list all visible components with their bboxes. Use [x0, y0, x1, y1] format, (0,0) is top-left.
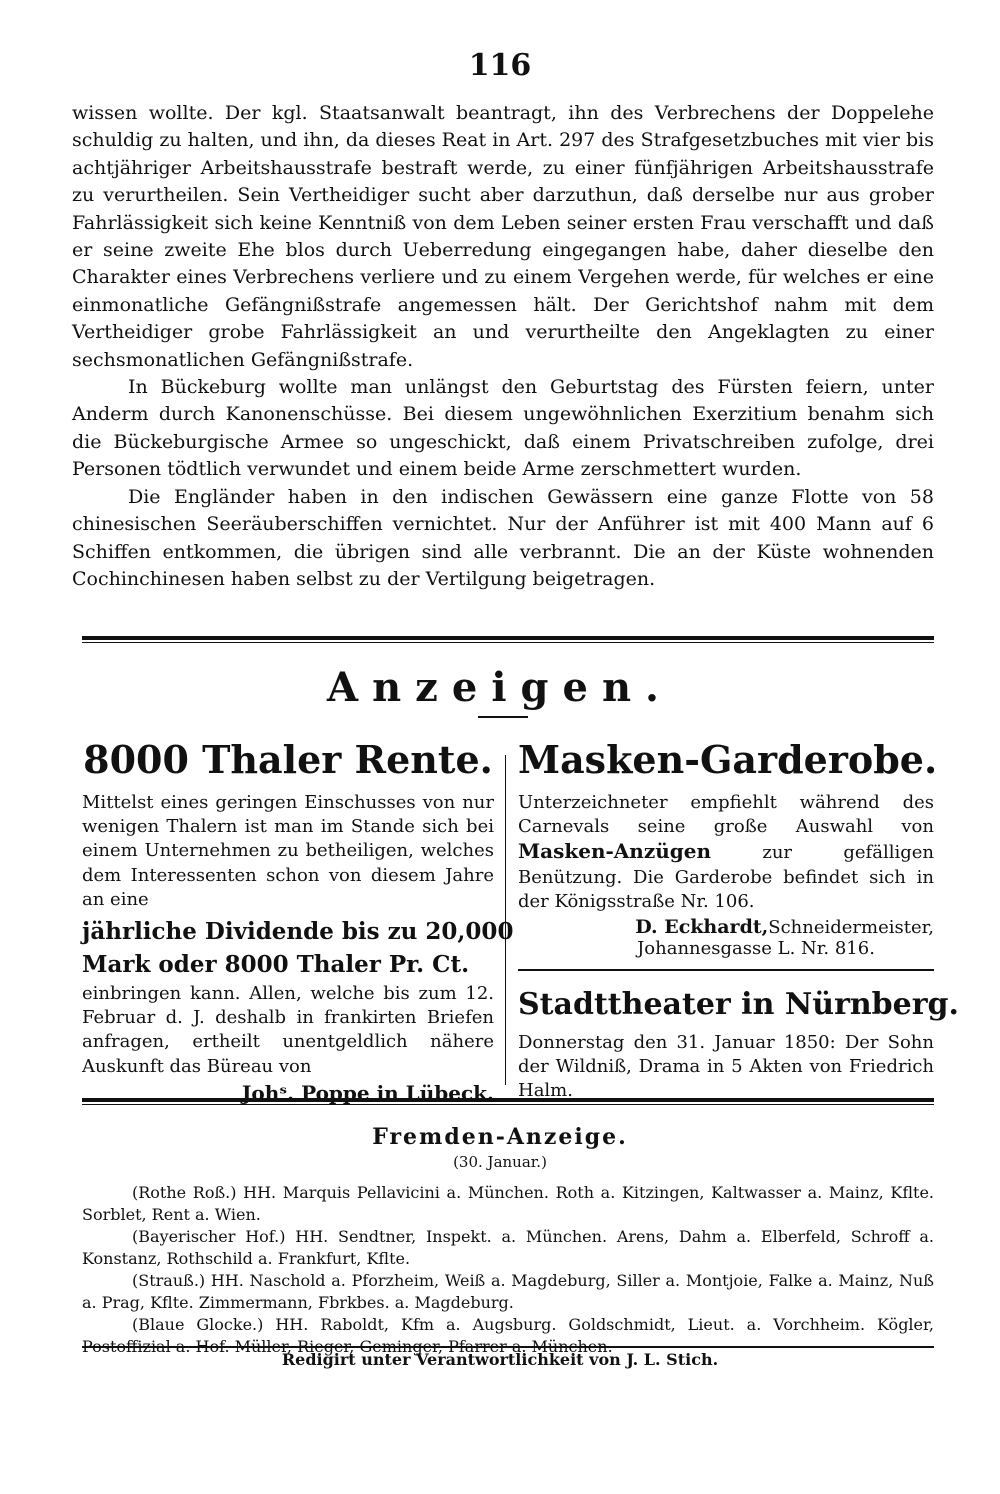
theatre-text: Donnerstag den 31. Januar 1850: Der Sohn der Wildniß, Drama in 5 Akten von Friedrich Halm. [518, 1032, 934, 1102]
ad-rente-highlight-1: jährliche Dividende bis zu 20,000 [82, 918, 514, 946]
section-divider [82, 636, 934, 643]
article-paragraph-2: In Bückeburg wollte man unlängst den Geburtstag des Fürsten feiern, unter Anderm durch Kanonenschüsse. Bei diesem ungewöhnlichen Exerzitium benahm sich die Bückeburgische Armee so ungeschickt, daß einem Privatschreiben zufolge, drei Personen tödtlich verwundet und einem beide Arme zerschmettert wurden. [72, 376, 934, 481]
article-text [72, 100, 934, 593]
ad-rente-signature: Johˢ. Poppe in Lübeck. [241, 1080, 494, 1105]
article-paragraph-3: Die Engländer haben in den indischen Gewässern eine ganze Flotte von 58 chinesischen Seeräuberschiffen vernichtet. Nur der Anführer ist mit 400 Mann auf 6 Schiffen entkommen, die übrigen sind alle verbrannt. Die an der Küste wohnenden Cochinchinesen haben selbst zu der Vertilgung beigetragen. [72, 485, 934, 590]
ads-heading: Anzeigen. [327, 664, 673, 711]
theatre-divider [518, 969, 934, 971]
ad-rente [82, 735, 514, 1105]
fremden-list [82, 1182, 934, 1358]
ad-masken-title: Masken-Garderobe. [518, 737, 938, 782]
ad-masken-signature-role: Schneidermeister, [768, 917, 934, 939]
article-paragraph-1: wissen wollte. Der kgl. Staatsanwalt beantragt, ihn des Verbrechens der Doppelehe schuldig zu halten, und ihn, da dieses Reat in Art. 297 des Strafgesetzbuches mit vier bis achtjähriger Arbeitshausstrafe bestraft werde, zu einer fünfjährigen Arbeitshausstrafe zu verurtheilen. Sein Vertheidiger sucht aber darzuthun, daß derselbe nur aus grober Fahrlässigkeit sich keine Kenntniß von dem Leben seiner ersten Frau verschafft und daß er seine zweite Ehe blos durch Ueberredung eingegangen habe, daher dieselbe den Charakter eines Verbrechens verliere und zu einem Vergehen werde, für welches er eine einmonatliche Gefängnißstrafe angemessen hält. Der Gerichtshof nahm mit dem Vertheidiger grobe Fahrlässigkeit an und verurtheilte den Angeklagten zu einer sechsmonatlichen Gefängnißstrafe. [72, 102, 934, 371]
fremden-entry: (Bayerischer Hof.) HH. Sendtner, Inspekt. a. München. Arens, Dahm a. Elberfeld, Schroff a. Konstanz, Rothschild a. Frankfurt, Kflte. [82, 1227, 934, 1268]
page-number: 116 [468, 48, 532, 83]
ad-masken [518, 735, 959, 1104]
ad-masken-signature-name: D. Eckhardt, [635, 916, 769, 939]
fremden-entry: (Strauß.) HH. Naschold a. Pforzheim, Weiß a. Magdeburg, Siller a. Montjoie, Falke a. Mainz, Nuß a. Prag, Kflte. Zimmermann, Fbrkbes. a. Magdeburg. [82, 1271, 934, 1312]
fremden-date: (30. Januar.) [453, 1153, 547, 1171]
ad-masken-text-before: Unterzeichneter empfiehlt während des Carnevals seine große Auswahl von [518, 792, 934, 838]
ad-masken-text [518, 791, 934, 914]
ad-masken-signature [518, 916, 934, 959]
editor-footer: Redigirt unter Verantwortlichkeit von J. L. Stich. [281, 1350, 719, 1369]
ad-masken-text-bold: Masken-Anzügen [518, 839, 711, 864]
theatre-title: Stadttheater in Nürnberg. [518, 987, 959, 1023]
ad-rente-title: 8000 Thaler Rente. [83, 737, 493, 782]
ad-masken-signature-address: Johannesgasse L. Nr. 816. [637, 938, 875, 960]
ad-rente-text-2: einbringen kann. Allen, welche bis zum 12. Februar d. J. deshalb in frankirten Briefen anfragen, ertheilt unentgeldlich nähere Auskunft das Büreau von [82, 983, 494, 1077]
fremden-entry: (Rothe Roß.) HH. Marquis Pellavicini a. München. Roth a. Kitzingen, Kaltwasser a. Mainz, Kflte. Sorblet, Rent a. Wien. [82, 1183, 934, 1224]
section-divider-2 [82, 1098, 934, 1105]
ad-rente-highlight-2: Mark oder 8000 Thaler Pr. Ct. [82, 951, 470, 979]
footer-divider [82, 1346, 934, 1348]
ad-rente-text-1: Mittelst eines geringen Einschusses von nur wenigen Thalern ist man im Stande sich bei einem Unternehmen zu betheiligen, welches dem Interessenten schon von diesem Jahre an eine [82, 792, 494, 910]
ads-heading-underline [478, 716, 528, 718]
ad-masken-signature-line [518, 916, 934, 938]
fremden-title: Fremden-Anzeige. [372, 1124, 628, 1150]
ad-masken-text-after: zur gefälligen Benützung. Die Garderobe befindet sich in der Königsstraße Nr. 106. [518, 842, 934, 912]
fremden-entry: (Blaue Glocke.) HH. Raboldt, Kfm a. Augsburg. Goldschmidt, Lieut. a. Vorchheim. Kögler, Postoffizial a. Hof. Müller, Rieger, Geminger, Pfarrer a. München. [82, 1315, 934, 1356]
